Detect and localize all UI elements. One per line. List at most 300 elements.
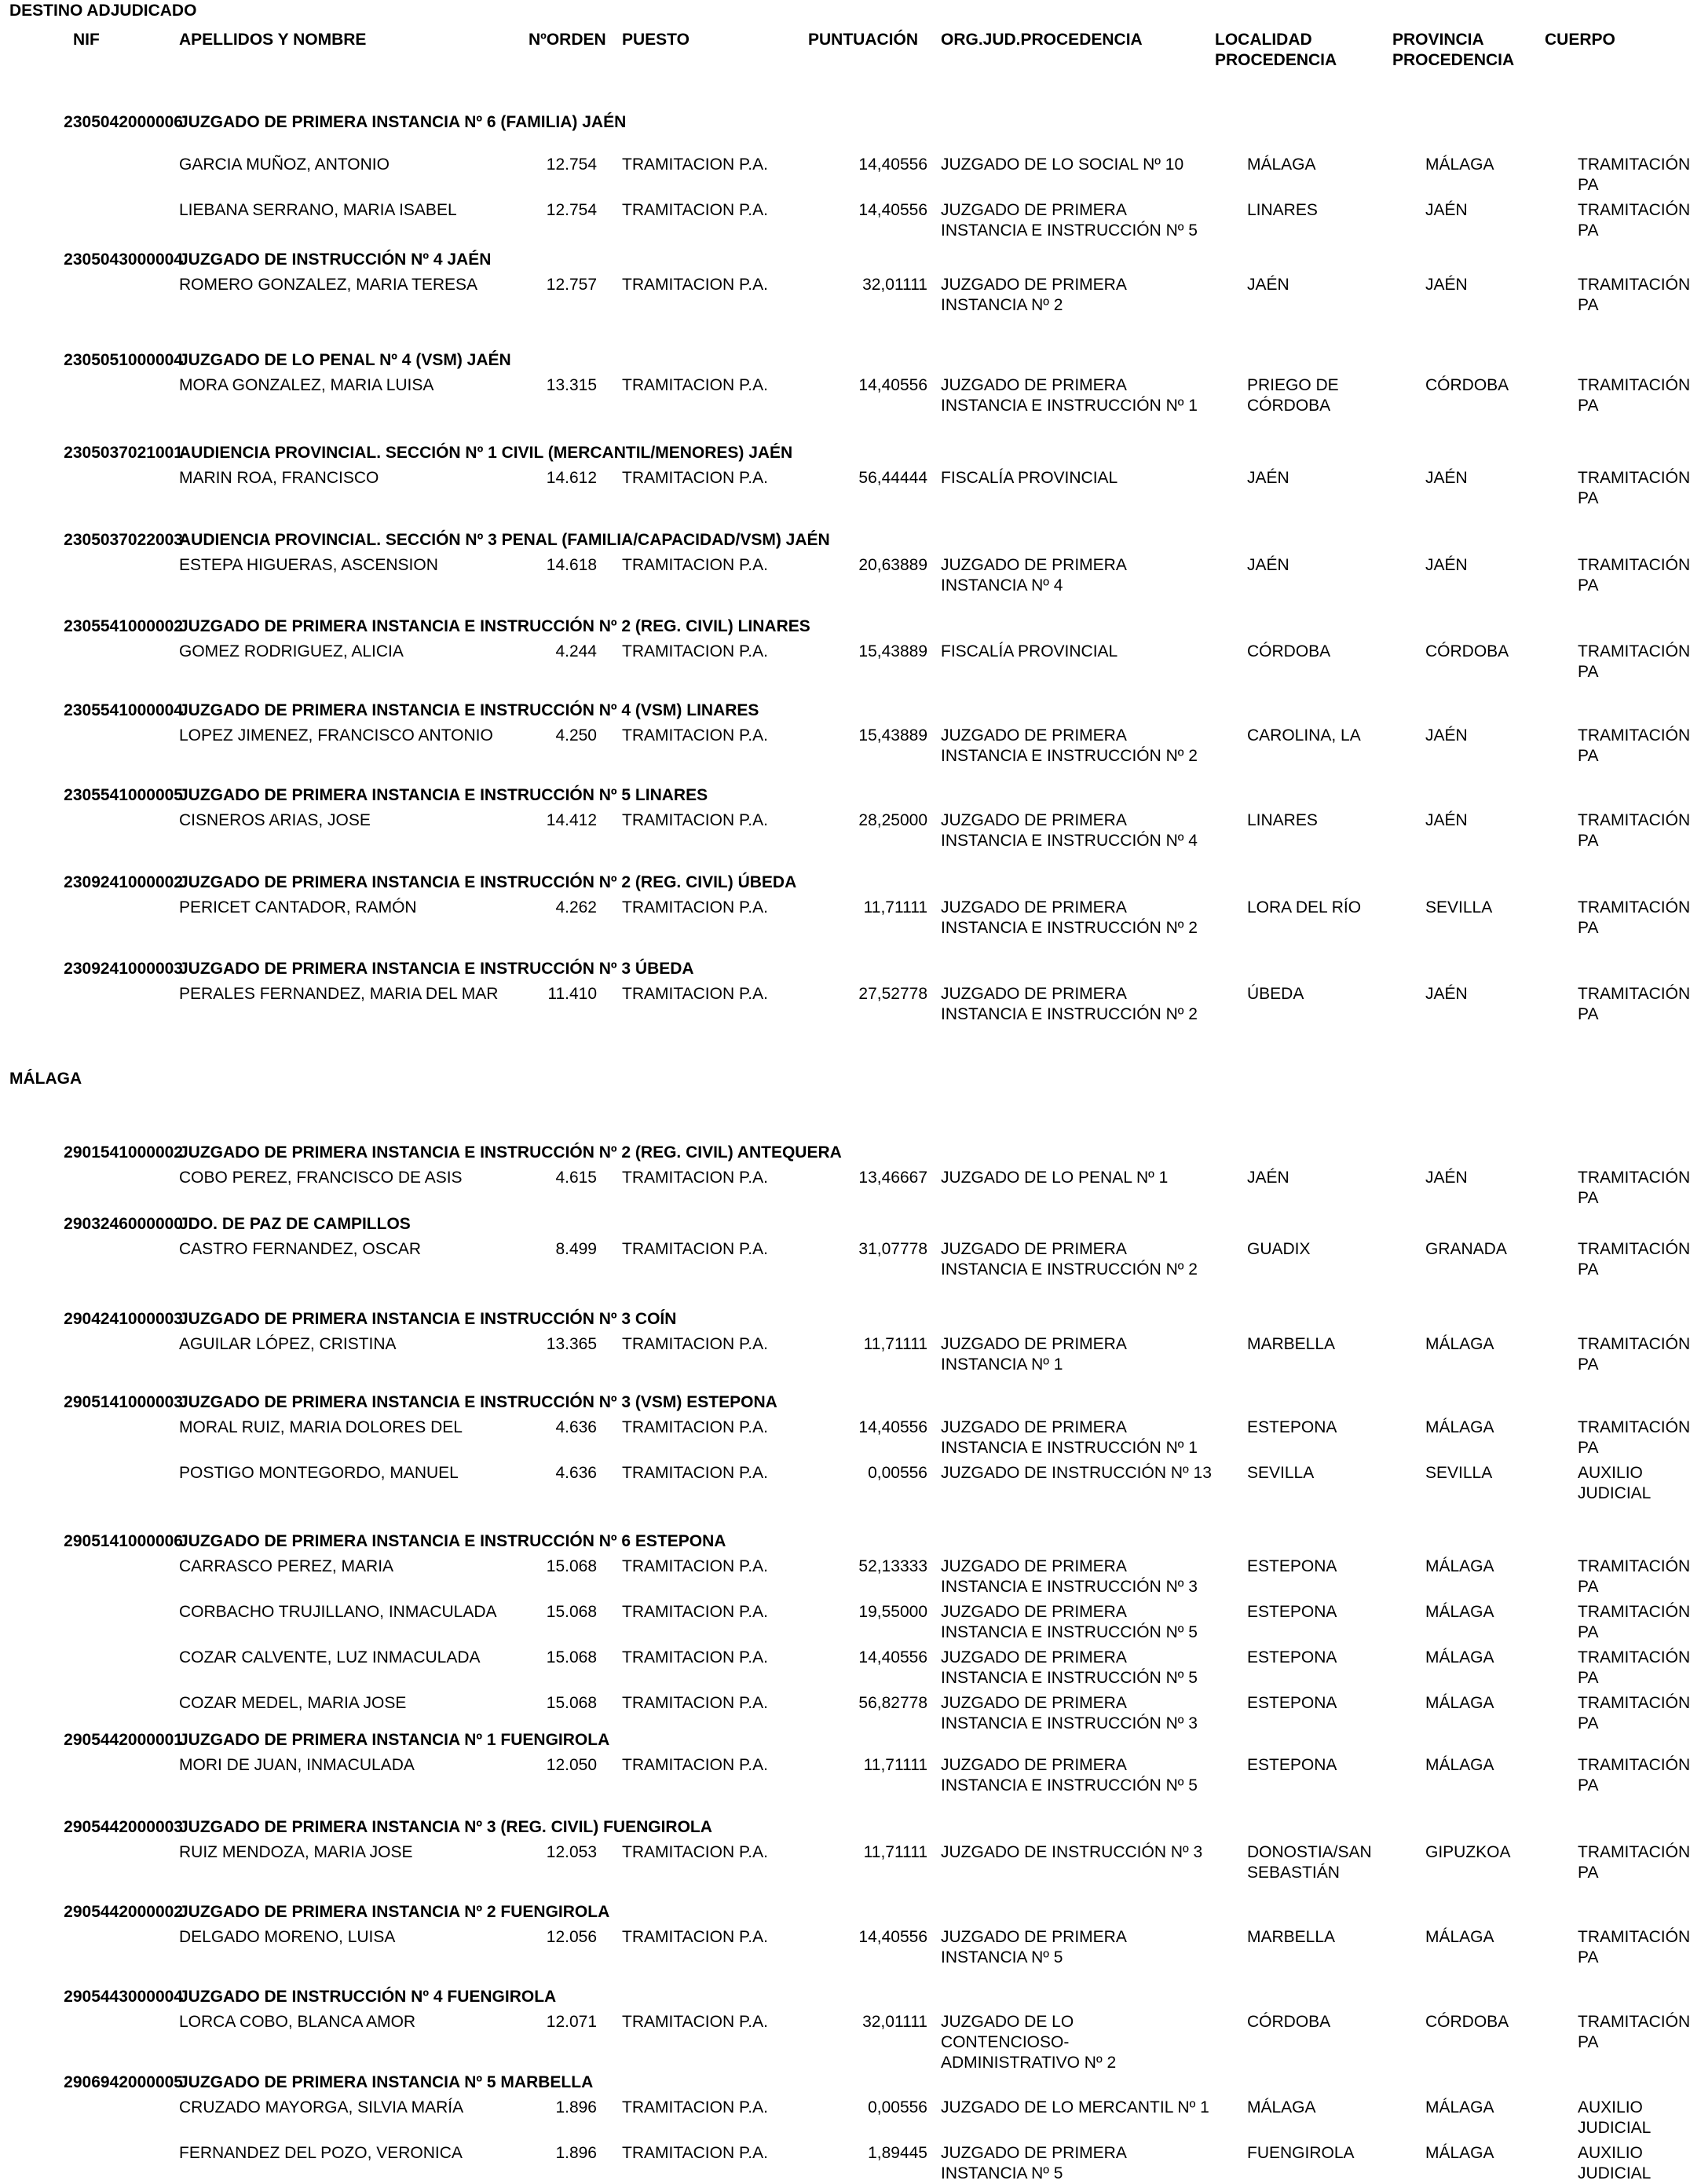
post: TRAMITACION P.A. [622, 376, 768, 394]
order-number: 12.050 [546, 1756, 597, 1774]
person-name: CISNEROS ARIAS, JOSE [179, 811, 371, 829]
post: TRAMITACION P.A. [622, 276, 768, 294]
group-name: AUDIENCIA PROVINCIAL. SECCIÓN Nº 3 PENAL (FAMILIA/CAPACIDAD/VSM) JAÉN [179, 531, 830, 549]
origin-locality: MÁLAGA [1247, 155, 1316, 174]
page-title: DESTINO ADJUDICADO [9, 2, 197, 20]
origin-province: SEVILLA [1425, 898, 1493, 916]
post: TRAMITACION P.A. [622, 2144, 768, 2162]
person-name: COZAR CALVENTE, LUZ INMACULADA [179, 1648, 481, 1666]
group-code: 2305541000005 [64, 786, 183, 804]
order-number: 15.068 [546, 1648, 597, 1666]
post: TRAMITACION P.A. [622, 726, 768, 744]
score: 14,40556 [858, 1418, 927, 1436]
column-header-puntuacion: PUNTUACIÓN [808, 31, 918, 49]
group-name: JDO. DE PAZ DE CAMPILLOS [179, 1215, 411, 1233]
order-number: 1.896 [555, 2098, 597, 2116]
origin-court: JUZGADO DE PRIMERA [941, 1240, 1127, 1258]
person-name: MORA GONZALEZ, MARIA LUISA [179, 376, 434, 394]
order-number: 4.636 [555, 1464, 597, 1482]
order-number: 14.612 [546, 469, 597, 487]
group-name: JUZGADO DE PRIMERA INSTANCIA Nº 3 (REG. CIVIL) FUENGIROLA [179, 1818, 712, 1836]
origin-court: JUZGADO DE PRIMERA [941, 376, 1127, 394]
order-number: 12.754 [546, 155, 597, 174]
origin-province: CÓRDOBA [1425, 2013, 1509, 2031]
score: 0,00556 [868, 2098, 927, 2116]
score: 32,01111 [862, 2013, 927, 2031]
post: TRAMITACION P.A. [622, 201, 768, 219]
origin-court: JUZGADO DE PRIMERA [941, 2144, 1127, 2162]
origin-locality: ESTEPONA [1247, 1418, 1337, 1436]
order-number: 15.068 [546, 1557, 597, 1575]
origin-locality: JAÉN [1247, 276, 1289, 294]
origin-locality: DONOSTIA/SAN [1247, 1843, 1372, 1861]
order-number: 12.754 [546, 201, 597, 219]
group-code: 2905442000002 [64, 1903, 183, 1921]
origin-province: GIPUZKOA [1425, 1843, 1511, 1861]
person-name: CASTRO FERNANDEZ, OSCAR [179, 1240, 422, 1258]
corps: TRAMITACIÓN [1578, 1418, 1690, 1436]
column-header-provincia: PROVINCIA [1392, 31, 1484, 49]
corps: PA [1578, 576, 1599, 594]
column-header-nif: NIF [73, 31, 100, 49]
origin-province: MÁLAGA [1425, 1335, 1494, 1353]
group-name: JUZGADO DE PRIMERA INSTANCIA E INSTRUCCIÓN Nº 3 COÍN [179, 1310, 677, 1328]
origin-court: INSTANCIA E INSTRUCCIÓN Nº 5 [941, 1623, 1198, 1641]
origin-court: INSTANCIA E INSTRUCCIÓN Nº 2 [941, 919, 1198, 937]
post: TRAMITACION P.A. [622, 556, 768, 574]
score: 15,43889 [858, 726, 927, 744]
group-code: 2309241000002 [64, 873, 183, 891]
group-code: 2305043000004 [64, 251, 183, 269]
origin-locality: MARBELLA [1247, 1928, 1336, 1946]
group-name: JUZGADO DE PRIMERA INSTANCIA E INSTRUCCIÓN Nº 2 (REG. CIVIL) ANTEQUERA [179, 1143, 842, 1162]
corps: PA [1578, 1669, 1599, 1687]
origin-province: MÁLAGA [1425, 1418, 1494, 1436]
corps: PA [1578, 1260, 1599, 1279]
group-code: 2904241000003 [64, 1310, 183, 1328]
order-number: 4.615 [555, 1169, 597, 1187]
origin-court: JUZGADO DE PRIMERA [941, 1603, 1127, 1621]
province-heading: MÁLAGA [9, 1070, 82, 1088]
post: TRAMITACION P.A. [622, 898, 768, 916]
corps: PA [1578, 397, 1599, 415]
corps: PA [1578, 1005, 1599, 1023]
origin-court: JUZGADO DE PRIMERA [941, 1557, 1127, 1575]
person-name: COZAR MEDEL, MARIA JOSE [179, 1694, 407, 1712]
person-name: LIEBANA SERRANO, MARIA ISABEL [179, 201, 457, 219]
group-name: JUZGADO DE PRIMERA INSTANCIA E INSTRUCCIÓN Nº 2 (REG. CIVIL) LINARES [179, 617, 810, 635]
origin-province: JAÉN [1425, 469, 1468, 487]
person-name: CARRASCO PEREZ, MARIA [179, 1557, 394, 1575]
person-name: POSTIGO MONTEGORDO, MANUEL [179, 1464, 459, 1482]
corps: JUDICIAL [1578, 2164, 1652, 2182]
group-code: 2903246000000 [64, 1215, 183, 1233]
origin-court: JUZGADO DE PRIMERA [941, 898, 1127, 916]
corps: PA [1578, 1948, 1599, 1966]
group-code: 2905442000001 [64, 1731, 183, 1749]
origin-locality: JAÉN [1247, 469, 1289, 487]
origin-court: JUZGADO DE PRIMERA [941, 1335, 1127, 1353]
score: 19,55000 [858, 1603, 927, 1621]
origin-locality: SEVILLA [1247, 1464, 1315, 1482]
corps: TRAMITACIÓN [1578, 1240, 1690, 1258]
corps: TRAMITACIÓN [1578, 276, 1690, 294]
corps: TRAMITACIÓN [1578, 1694, 1690, 1712]
origin-court: INSTANCIA E INSTRUCCIÓN Nº 1 [941, 1439, 1198, 1457]
group-name: JUZGADO DE PRIMERA INSTANCIA Nº 1 FUENGIROLA [179, 1731, 610, 1749]
order-number: 15.068 [546, 1694, 597, 1712]
corps: PA [1578, 1864, 1599, 1882]
column-header-localidad: PROCEDENCIA [1215, 51, 1337, 69]
corps: PA [1578, 1355, 1599, 1374]
corps: AUXILIO [1578, 1464, 1643, 1482]
corps: TRAMITACIÓN [1578, 155, 1690, 174]
origin-court: INSTANCIA Nº 5 [941, 2164, 1063, 2182]
corps: TRAMITACIÓN [1578, 1648, 1690, 1666]
origin-court: INSTANCIA E INSTRUCCIÓN Nº 3 [941, 1578, 1198, 1596]
corps: TRAMITACIÓN [1578, 469, 1690, 487]
order-number: 4.244 [555, 642, 597, 660]
origin-province: JAÉN [1425, 276, 1468, 294]
origin-province: MÁLAGA [1425, 2144, 1494, 2162]
corps: PA [1578, 832, 1599, 850]
origin-locality: CÓRDOBA [1247, 397, 1331, 415]
person-name: CRUZADO MAYORGA, SILVIA MARÍA [179, 2098, 464, 2116]
group-name: JUZGADO DE PRIMERA INSTANCIA E INSTRUCCIÓN Nº 3 ÚBEDA [179, 960, 694, 978]
corps: TRAMITACIÓN [1578, 1603, 1690, 1621]
corps: PA [1578, 1623, 1599, 1641]
post: TRAMITACION P.A. [622, 1240, 768, 1258]
corps: PA [1578, 663, 1599, 681]
post: TRAMITACION P.A. [622, 1756, 768, 1774]
origin-court: JUZGADO DE PRIMERA [941, 1756, 1127, 1774]
corps: TRAMITACIÓN [1578, 1756, 1690, 1774]
origin-province: GRANADA [1425, 1240, 1507, 1258]
order-number: 1.896 [555, 2144, 597, 2162]
origin-court: INSTANCIA E INSTRUCCIÓN Nº 4 [941, 832, 1198, 850]
order-number: 15.068 [546, 1603, 597, 1621]
score: 14,40556 [858, 1648, 927, 1666]
score: 11,71111 [863, 1756, 927, 1774]
person-name: DELGADO MORENO, LUISA [179, 1928, 396, 1946]
origin-court: INSTANCIA Nº 5 [941, 1948, 1063, 1966]
origin-court: FISCALÍA PROVINCIAL [941, 469, 1118, 487]
origin-locality: ESTEPONA [1247, 1557, 1337, 1575]
order-number: 13.315 [546, 376, 597, 394]
group-name: JUZGADO DE INSTRUCCIÓN Nº 4 FUENGIROLA [179, 1988, 557, 2006]
origin-province: MÁLAGA [1425, 155, 1494, 174]
person-name: MARIN ROA, FRANCISCO [179, 469, 379, 487]
group-name: JUZGADO DE PRIMERA INSTANCIA Nº 2 FUENGIROLA [179, 1903, 610, 1921]
origin-province: JAÉN [1425, 201, 1468, 219]
origin-province: MÁLAGA [1425, 1648, 1494, 1666]
post: TRAMITACION P.A. [622, 1603, 768, 1621]
corps: PA [1578, 176, 1599, 194]
corps: PA [1578, 489, 1599, 507]
person-name: FERNANDEZ DEL POZO, VERONICA [179, 2144, 463, 2162]
score: 14,40556 [858, 155, 927, 174]
corps: PA [1578, 1189, 1599, 1207]
group-name: JUZGADO DE PRIMERA INSTANCIA E INSTRUCCIÓN Nº 5 LINARES [179, 786, 708, 804]
corps: PA [1578, 747, 1599, 765]
corps: TRAMITACIÓN [1578, 898, 1690, 916]
origin-locality: SEBASTIÁN [1247, 1864, 1340, 1882]
person-name: LORCA COBO, BLANCA AMOR [179, 2013, 416, 2031]
corps: TRAMITACIÓN [1578, 726, 1690, 744]
group-name: JUZGADO DE PRIMERA INSTANCIA E INSTRUCCIÓN Nº 4 (VSM) LINARES [179, 701, 759, 719]
group-code: 2305541000004 [64, 701, 183, 719]
corps: TRAMITACIÓN [1578, 985, 1690, 1003]
corps: TRAMITACIÓN [1578, 811, 1690, 829]
corps: PA [1578, 296, 1599, 314]
order-number: 12.053 [546, 1843, 597, 1861]
origin-province: MÁLAGA [1425, 1928, 1494, 1946]
column-header-org: ORG.JUD.PROCEDENCIA [941, 31, 1143, 49]
origin-court: JUZGADO DE PRIMERA [941, 1694, 1127, 1712]
corps: TRAMITACIÓN [1578, 2013, 1690, 2031]
group-name: JUZGADO DE PRIMERA INSTANCIA E INSTRUCCIÓN Nº 3 (VSM) ESTEPONA [179, 1393, 777, 1411]
origin-province: JAÉN [1425, 985, 1468, 1003]
group-name: AUDIENCIA PROVINCIAL. SECCIÓN Nº 1 CIVIL (MERCANTIL/MENORES) JAÉN [179, 444, 793, 462]
person-name: COBO PEREZ, FRANCISCO DE ASIS [179, 1169, 463, 1187]
order-number: 12.757 [546, 276, 597, 294]
score: 11,71111 [863, 898, 927, 916]
origin-court: JUZGADO DE PRIMERA [941, 1928, 1127, 1946]
origin-locality: GUADIX [1247, 1240, 1311, 1258]
corps: PA [1578, 1439, 1599, 1457]
score: 52,13333 [858, 1557, 927, 1575]
origin-court: ADMINISTRATIVO Nº 2 [941, 2054, 1117, 2072]
person-name: RUIZ MENDOZA, MARIA JOSE [179, 1843, 413, 1861]
score: 27,52778 [858, 985, 927, 1003]
order-number: 14.618 [546, 556, 597, 574]
origin-locality: MARBELLA [1247, 1335, 1336, 1353]
score: 56,82778 [858, 1694, 927, 1712]
person-name: MORAL RUIZ, MARIA DOLORES DEL [179, 1418, 463, 1436]
post: TRAMITACION P.A. [622, 155, 768, 174]
origin-court: JUZGADO DE PRIMERA [941, 201, 1127, 219]
post: TRAMITACION P.A. [622, 1694, 768, 1712]
order-number: 4.262 [555, 898, 597, 916]
group-code: 2905141000006 [64, 1532, 183, 1550]
origin-locality: ESTEPONA [1247, 1694, 1337, 1712]
post: TRAMITACION P.A. [622, 642, 768, 660]
corps: AUXILIO [1578, 2144, 1643, 2162]
group-code: 2905443000004 [64, 1988, 183, 2006]
origin-locality: PRIEGO DE [1247, 376, 1339, 394]
score: 20,63889 [858, 556, 927, 574]
person-name: AGUILAR LÓPEZ, CRISTINA [179, 1335, 397, 1353]
score: 31,07778 [858, 1240, 927, 1258]
corps: PA [1578, 1714, 1599, 1732]
corps: PA [1578, 919, 1599, 937]
origin-court: INSTANCIA E INSTRUCCIÓN Nº 2 [941, 1260, 1198, 1279]
post: TRAMITACION P.A. [622, 1464, 768, 1482]
origin-locality: JAÉN [1247, 1169, 1289, 1187]
origin-court: JUZGADO DE INSTRUCCIÓN Nº 13 [941, 1464, 1212, 1482]
column-header-localidad: LOCALIDAD [1215, 31, 1312, 49]
group-code: 2305037021001 [64, 444, 183, 462]
origin-province: MÁLAGA [1425, 2098, 1494, 2116]
column-header-orden: NºORDEN [529, 31, 606, 49]
column-header-nombre: APELLIDOS Y NOMBRE [179, 31, 367, 49]
origin-court: JUZGADO DE INSTRUCCIÓN Nº 3 [941, 1843, 1203, 1861]
origin-court: INSTANCIA Nº 2 [941, 296, 1063, 314]
origin-province: MÁLAGA [1425, 1603, 1494, 1621]
score: 14,40556 [858, 1928, 927, 1946]
group-code: 2906942000005 [64, 2073, 183, 2091]
origin-locality: MÁLAGA [1247, 2098, 1316, 2116]
post: TRAMITACION P.A. [622, 1843, 768, 1861]
corps: TRAMITACIÓN [1578, 1557, 1690, 1575]
origin-locality: CAROLINA, LA [1247, 726, 1361, 744]
corps: PA [1578, 2033, 1599, 2051]
post: TRAMITACION P.A. [622, 469, 768, 487]
origin-court: CONTENCIOSO- [941, 2033, 1070, 2051]
origin-court: INSTANCIA Nº 1 [941, 1355, 1063, 1374]
origin-court: INSTANCIA Nº 4 [941, 576, 1063, 594]
group-name: JUZGADO DE LO PENAL Nº 4 (VSM) JAÉN [179, 351, 511, 369]
post: TRAMITACION P.A. [622, 985, 768, 1003]
origin-court: INSTANCIA E INSTRUCCIÓN Nº 5 [941, 1776, 1198, 1794]
origin-locality: LORA DEL RÍO [1247, 898, 1362, 916]
origin-province: JAÉN [1425, 811, 1468, 829]
origin-court: JUZGADO DE LO PENAL Nº 1 [941, 1169, 1169, 1187]
score: 14,40556 [858, 201, 927, 219]
origin-court: JUZGADO DE PRIMERA [941, 556, 1127, 574]
origin-court: INSTANCIA E INSTRUCCIÓN Nº 3 [941, 1714, 1198, 1732]
order-number: 4.250 [555, 726, 597, 744]
post: TRAMITACION P.A. [622, 1418, 768, 1436]
corps: TRAMITACIÓN [1578, 1843, 1690, 1861]
origin-locality: CÓRDOBA [1247, 642, 1331, 660]
origin-court: JUZGADO DE PRIMERA [941, 1648, 1127, 1666]
column-header-provincia: PROCEDENCIA [1392, 51, 1515, 69]
post: TRAMITACION P.A. [622, 1928, 768, 1946]
origin-province: MÁLAGA [1425, 1756, 1494, 1774]
origin-court: JUZGADO DE PRIMERA [941, 276, 1127, 294]
corps: PA [1578, 221, 1599, 240]
group-code: 2901541000002 [64, 1143, 183, 1162]
origin-court: JUZGADO DE PRIMERA [941, 1418, 1127, 1436]
origin-court: INSTANCIA E INSTRUCCIÓN Nº 2 [941, 747, 1198, 765]
origin-court: FISCALÍA PROVINCIAL [941, 642, 1118, 660]
corps: TRAMITACIÓN [1578, 642, 1690, 660]
origin-province: CÓRDOBA [1425, 376, 1509, 394]
group-name: JUZGADO DE PRIMERA INSTANCIA E INSTRUCCIÓN Nº 6 ESTEPONA [179, 1532, 726, 1550]
post: TRAMITACION P.A. [622, 2098, 768, 2116]
origin-court: JUZGADO DE LO MERCANTIL Nº 1 [941, 2098, 1209, 2116]
origin-locality: FUENGIROLA [1247, 2144, 1355, 2162]
origin-court: INSTANCIA E INSTRUCCIÓN Nº 2 [941, 1005, 1198, 1023]
group-code: 2905442000003 [64, 1818, 183, 1836]
person-name: GARCIA MUÑOZ, ANTONIO [179, 155, 390, 174]
order-number: 8.499 [555, 1240, 597, 1258]
score: 11,71111 [863, 1335, 927, 1353]
group-code: 2305037022003 [64, 531, 183, 549]
origin-court: JUZGADO DE LO [941, 2013, 1074, 2031]
post: TRAMITACION P.A. [622, 1335, 768, 1353]
corps: AUXILIO [1578, 2098, 1643, 2116]
corps: TRAMITACIÓN [1578, 1169, 1690, 1187]
order-number: 12.056 [546, 1928, 597, 1946]
person-name: ROMERO GONZALEZ, MARIA TERESA [179, 276, 478, 294]
corps: PA [1578, 1578, 1599, 1596]
order-number: 4.636 [555, 1418, 597, 1436]
corps: TRAMITACIÓN [1578, 1928, 1690, 1946]
corps: TRAMITACIÓN [1578, 556, 1690, 574]
origin-court: JUZGADO DE LO SOCIAL Nº 10 [941, 155, 1184, 174]
person-name: CORBACHO TRUJILLANO, INMACULADA [179, 1603, 497, 1621]
origin-province: JAÉN [1425, 726, 1468, 744]
column-header-cuerpo: CUERPO [1545, 31, 1615, 49]
origin-province: JAÉN [1425, 1169, 1468, 1187]
post: TRAMITACION P.A. [622, 1557, 768, 1575]
group-code: 2305042000006 [64, 113, 183, 131]
origin-court: JUZGADO DE PRIMERA [941, 811, 1127, 829]
origin-province: MÁLAGA [1425, 1694, 1494, 1712]
person-name: ESTEPA HIGUERAS, ASCENSION [179, 556, 438, 574]
group-code: 2305541000002 [64, 617, 183, 635]
origin-locality: ÚBEDA [1247, 985, 1304, 1003]
person-name: GOMEZ RODRIGUEZ, ALICIA [179, 642, 404, 660]
person-name: MORI DE JUAN, INMACULADA [179, 1756, 415, 1774]
origin-locality: JAÉN [1247, 556, 1289, 574]
score: 32,01111 [862, 276, 927, 294]
origin-locality: ESTEPONA [1247, 1603, 1337, 1621]
origin-locality: ESTEPONA [1247, 1756, 1337, 1774]
origin-province: MÁLAGA [1425, 1557, 1494, 1575]
corps: JUDICIAL [1578, 1484, 1652, 1502]
post: TRAMITACION P.A. [622, 1648, 768, 1666]
origin-court: JUZGADO DE PRIMERA [941, 726, 1127, 744]
group-name: JUZGADO DE PRIMERA INSTANCIA Nº 5 MARBELLA [179, 2073, 594, 2091]
origin-court: INSTANCIA E INSTRUCCIÓN Nº 5 [941, 1669, 1198, 1687]
post: TRAMITACION P.A. [622, 1169, 768, 1187]
corps: TRAMITACIÓN [1578, 201, 1690, 219]
origin-locality: ESTEPONA [1247, 1648, 1337, 1666]
score: 1,89445 [868, 2144, 927, 2162]
group-code: 2309241000003 [64, 960, 183, 978]
corps: TRAMITACIÓN [1578, 1335, 1690, 1353]
corps: TRAMITACIÓN [1578, 376, 1690, 394]
score: 56,44444 [858, 469, 927, 487]
group-name: JUZGADO DE PRIMERA INSTANCIA E INSTRUCCIÓN Nº 2 (REG. CIVIL) ÚBEDA [179, 873, 797, 891]
group-name: JUZGADO DE INSTRUCCIÓN Nº 4 JAÉN [179, 251, 492, 269]
score: 11,71111 [863, 1843, 927, 1861]
score: 13,46667 [858, 1169, 927, 1187]
origin-court: JUZGADO DE PRIMERA [941, 985, 1127, 1003]
group-code: 2305051000004 [64, 351, 183, 369]
origin-province: JAÉN [1425, 556, 1468, 574]
order-number: 13.365 [546, 1335, 597, 1353]
origin-province: SEVILLA [1425, 1464, 1493, 1482]
group-code: 2905141000003 [64, 1393, 183, 1411]
origin-locality: LINARES [1247, 201, 1318, 219]
post: TRAMITACION P.A. [622, 2013, 768, 2031]
origin-court: INSTANCIA E INSTRUCCIÓN Nº 1 [941, 397, 1198, 415]
post: TRAMITACION P.A. [622, 811, 768, 829]
person-name: PERICET CANTADOR, RAMÓN [179, 898, 417, 916]
origin-province: CÓRDOBA [1425, 642, 1509, 660]
corps: PA [1578, 1776, 1599, 1794]
origin-court: INSTANCIA E INSTRUCCIÓN Nº 5 [941, 221, 1198, 240]
origin-locality: CÓRDOBA [1247, 2013, 1331, 2031]
score: 28,25000 [858, 811, 927, 829]
column-header-puesto: PUESTO [622, 31, 690, 49]
corps: JUDICIAL [1578, 2119, 1652, 2137]
order-number: 14.412 [546, 811, 597, 829]
